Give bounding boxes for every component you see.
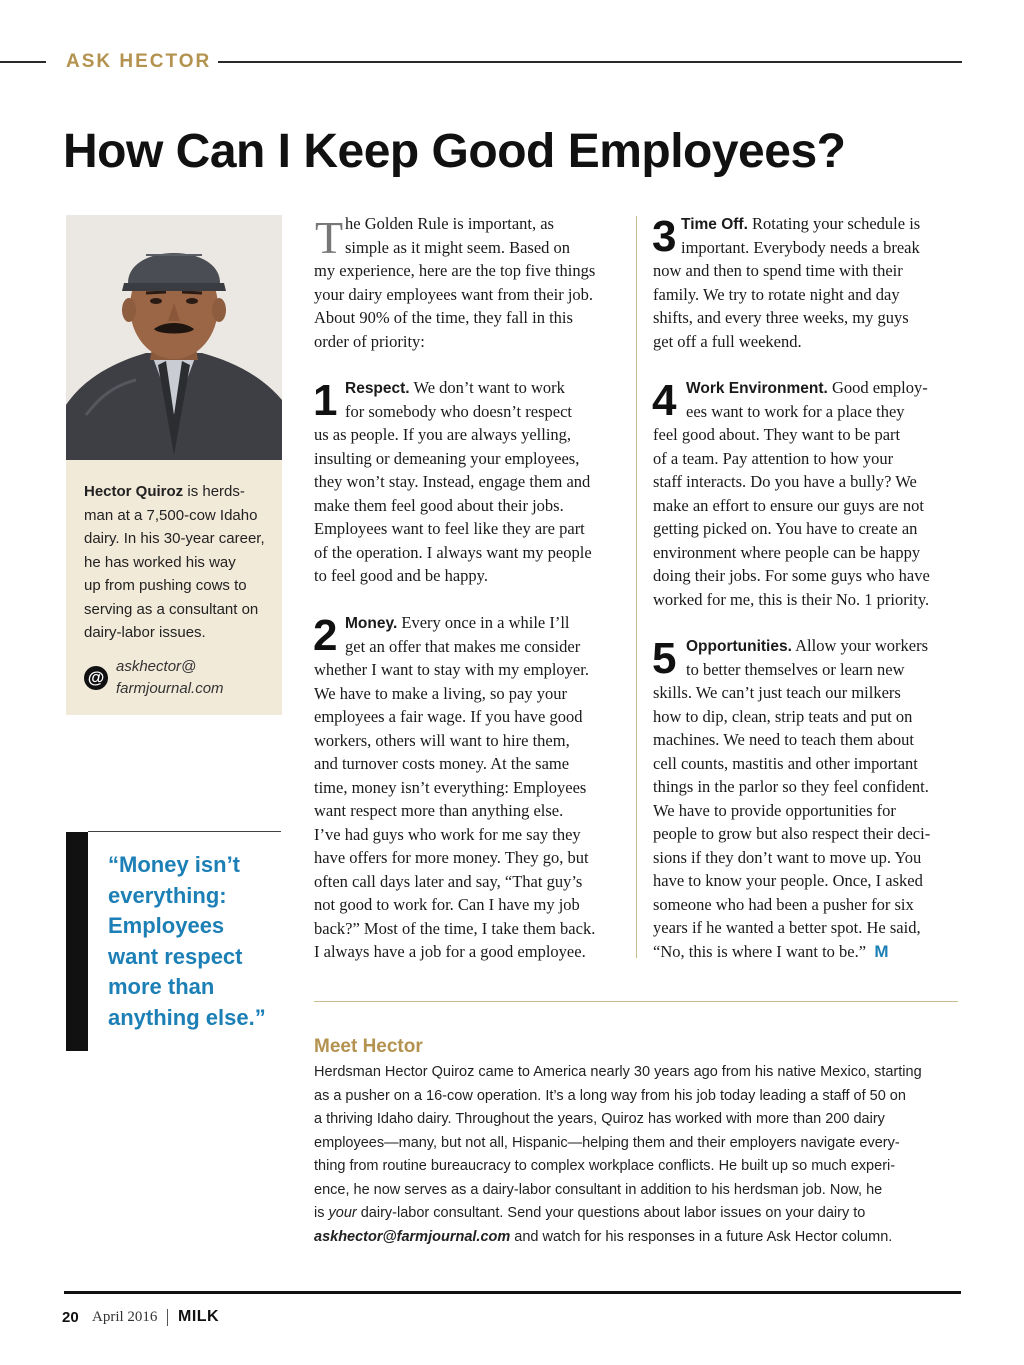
meet-line: ence, he now serves as a dairy-labor consultant in addition to his herdsman job. Now, he [314, 1181, 883, 1198]
item-line: skills. We can’t just teach our milkers [653, 683, 901, 702]
pull-quote-line: everything: [108, 882, 227, 908]
footer-separator [167, 1309, 168, 1326]
item-number-3: 3 [652, 212, 677, 261]
bio-line: dairy-labor issues. [84, 624, 206, 641]
item-line: I’ve had guys who work for me say they [314, 824, 581, 844]
pull-quote-bar [66, 832, 88, 1051]
intro-paragraph [314, 212, 624, 353]
bio-text [84, 480, 270, 645]
item-line: not good to work for. Can I have my job [314, 895, 580, 914]
item-line: make an effort to ensure our guys are not [653, 495, 924, 515]
portrait-illustration [66, 215, 282, 460]
intro-line: your dairy employees want from their job. [314, 284, 594, 304]
item-lead: Time Off. [681, 216, 748, 233]
item-line: Good employ- [827, 378, 928, 397]
bio-line: serving as a consultant on [84, 600, 259, 618]
item-lead: Work Environment. [686, 380, 828, 397]
item-work-environment [653, 376, 963, 611]
pull-quote-line: anything else.” [108, 1004, 266, 1030]
item-line: back?” Most of the time, I take them back. [314, 918, 596, 938]
item-line: doing their jobs. For some guys who have [653, 566, 930, 585]
item-line: important. Everybody needs a break [681, 237, 920, 257]
column-divider [636, 216, 637, 958]
pull-quote-line: Employees [108, 913, 225, 938]
item-line: often call days later and say, “That guy’s [314, 871, 583, 891]
item-line: have offers for more money. They go, but [314, 848, 589, 867]
item-line: Rotating your schedule is [747, 214, 921, 233]
meet-line: Herdsman Hector Quiroz came to America nearly 30 years ago from his native Mexico, starting [314, 1064, 922, 1080]
pull-quote [108, 850, 278, 1033]
intro-line: he Golden Rule is important, as [345, 214, 554, 233]
item-line: how to dip, clean, strip teats and put on [653, 706, 913, 726]
item-lead: Opportunities. [686, 638, 792, 655]
meet-emphasis: your [328, 1205, 357, 1221]
drop-cap: T [315, 212, 344, 263]
meet-line-part: dairy-labor consultant. Send your questions about labor issues on your dairy to [356, 1205, 866, 1221]
pull-quote-line: “Money isn’t [108, 852, 241, 877]
item-line: things in the parlor so they feel confident. [653, 777, 929, 796]
item-line: family. We try to rotate night and day [653, 284, 900, 304]
item-line: for somebody who doesn’t respect [345, 401, 572, 421]
intro-line: About 90% of the time, they fall in this [314, 308, 573, 327]
item-line: insulting or demeaning your employees, [314, 448, 580, 468]
header-rule-left [0, 61, 46, 63]
meet-line: employees—many, but not all, Hispanic—helping them and their employers navigate every- [314, 1134, 900, 1151]
bio-line: is herds- [183, 483, 245, 500]
item-line: someone who had been a pusher for six [653, 894, 914, 914]
pull-quote-line: want respect [108, 943, 243, 969]
item-line: feel good about. They want to be part [653, 425, 901, 444]
email-address-line1[interactable]: askhector@ [116, 658, 197, 675]
pull-quote-rule [88, 831, 281, 832]
item-number-2: 2 [313, 611, 338, 660]
item-number-1: 1 [313, 376, 338, 425]
item-time-off [653, 212, 963, 353]
meet-line-part: is [314, 1205, 329, 1221]
item-line: of a team. Pay attention to how your [653, 448, 894, 468]
item-line: want respect more than anything else. [314, 801, 564, 820]
item-line: We have to provide opportunities for [653, 800, 896, 820]
item-line: We don’t want to work [409, 378, 565, 397]
bio-line: he has worked his way [84, 553, 236, 571]
item-line: cell counts, mastitis and other important [653, 753, 918, 773]
item-line: to better themselves or learn new [686, 659, 905, 679]
intro-line: my experience, here are the top five things [314, 261, 596, 280]
item-line: ees want to work for a place they [686, 401, 905, 421]
item-line: to feel good and be happy. [314, 566, 488, 585]
item-line: I always have a job for a good employee. [314, 942, 586, 961]
item-line: make them feel good about their jobs. [314, 495, 564, 515]
item-line: “No, this is where I want to be.” [653, 941, 867, 961]
meet-email-link[interactable]: askhector@farmjournal.com [314, 1228, 511, 1245]
footer-rule [64, 1291, 961, 1294]
item-line: machines. We need to teach them about [653, 730, 914, 749]
meet-body [314, 1061, 964, 1249]
item-number-5: 5 [652, 634, 677, 683]
magazine-logo: MILK [178, 1308, 220, 1325]
bio-name: Hector Quiroz [84, 483, 184, 500]
item-line: whether I want to stay with my employer. [314, 660, 589, 679]
item-money [314, 611, 624, 964]
item-line: We have to make a living, so pay your [314, 683, 567, 703]
item-line: years if he wanted a better spot. He said, [653, 918, 921, 937]
portrait-photo [66, 215, 282, 460]
item-line: Every once in a while I’ll [397, 613, 570, 632]
item-line: people to grow but also respect their deci- [653, 824, 931, 843]
item-line: time, money isn’t everything: Employees [314, 777, 587, 797]
item-line: Employees want to feel like they are part [314, 519, 585, 538]
item-line: worked for me, this is their No. 1 priority. [653, 589, 930, 609]
section-label: ASK HECTOR [66, 51, 212, 72]
item-line: staff interacts. Do you have a bully? We [653, 472, 917, 491]
bio-line: up from pushing cows to [84, 577, 247, 594]
item-number-4: 4 [652, 376, 677, 425]
meet-line: as a pusher on a 16-cow operation. It’s a long way from his job today leading a staff of 50 on [314, 1087, 906, 1104]
meet-line: a thriving Idaho dairy. Throughout the years, Quiroz has worked with more than 200 dairy [314, 1111, 885, 1127]
item-line: Allow your workers [791, 636, 929, 655]
pull-quote-line: more than [108, 974, 215, 999]
item-line: of the operation. I always want my people [314, 542, 592, 562]
headline: How Can I Keep Good Employees? [63, 125, 846, 178]
item-lead: Respect. [345, 380, 410, 397]
item-line: environment where people can be happy [653, 542, 921, 562]
intro-line: order of priority: [314, 331, 425, 351]
item-line: get off a full weekend. [653, 331, 802, 351]
bio-line: man at a 7,500-cow Idaho [84, 506, 258, 524]
email-address-line2[interactable]: farmjournal.com [116, 680, 224, 697]
meet-line: thing from routine bureaucracy to complex workplace conflicts. He built up so much experi- [314, 1158, 896, 1174]
page-number: 20 [62, 1309, 79, 1326]
header-rule-right [218, 61, 962, 63]
item-line: now and then to spend time with their [653, 261, 903, 280]
bio-line: dairy. In his 30-year career, [84, 530, 265, 547]
item-line: and turnover costs money. At the same [314, 754, 570, 773]
issue-date: April 2016 [92, 1309, 158, 1325]
end-mark-icon: M [874, 941, 889, 961]
item-line: workers, others will want to hire them, [314, 730, 570, 750]
intro-line: simple as it might seem. Based on [345, 237, 571, 257]
item-line: employees a fair wage. If you have good [314, 707, 583, 726]
item-line: they won’t stay. Instead, engage them and [314, 472, 591, 491]
meet-heading: Meet Hector [314, 1036, 423, 1057]
item-line: sions if they don’t want to move up. You [653, 847, 922, 867]
meet-section-rule [314, 1001, 958, 1002]
item-respect [314, 376, 624, 588]
item-lead: Money. [345, 615, 398, 632]
item-opportunities [653, 634, 963, 963]
item-line: get an offer that makes me consider [345, 636, 581, 656]
item-line: have to know your people. Once, I asked [653, 871, 923, 890]
item-line: shifts, and every three weeks, my guys [653, 308, 909, 327]
meet-line-part: and watch for his responses in a future Ask Hector column. [510, 1228, 893, 1245]
email-at-icon: @ [84, 666, 108, 690]
item-line: us as people. If you are always yelling, [314, 425, 572, 444]
item-line: getting picked on. You have to create an [653, 519, 918, 538]
